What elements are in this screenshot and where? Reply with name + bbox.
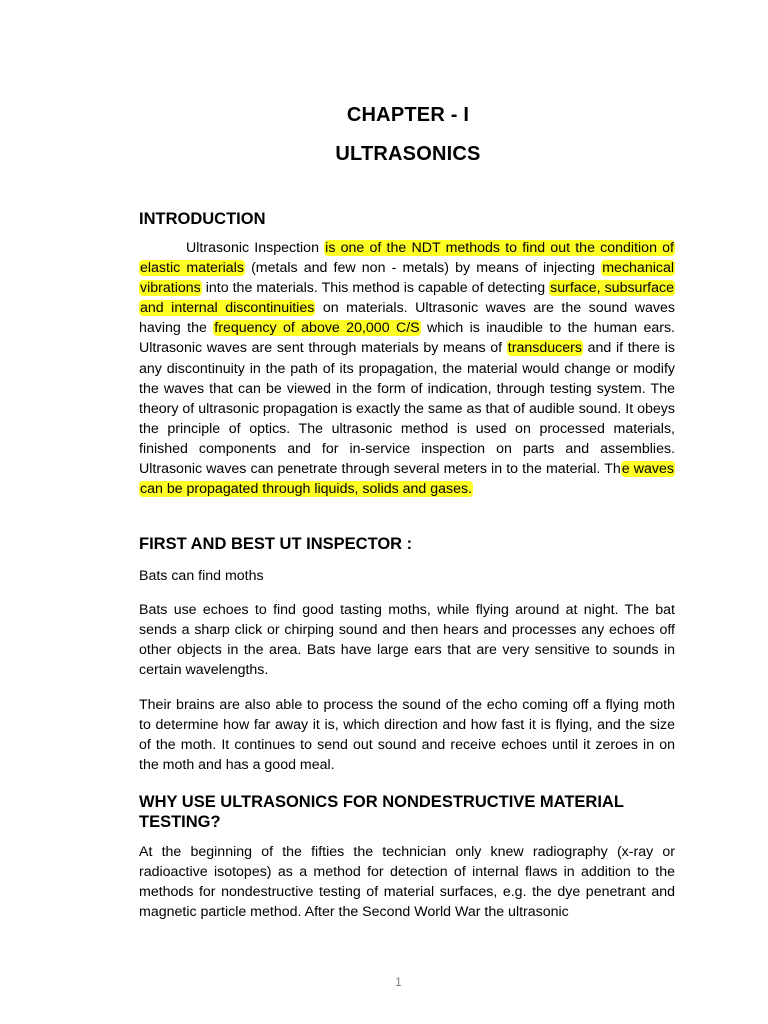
inspector-paragraph-2: Bats use echoes to find good tasting moths, while flying around at night. The bat sends a sharp click or chirping sound and then hears and processes any echoes off other objects in the area. Bats have large ears that are very sensitive to sounds in certain wavelengths.: [139, 602, 675, 679]
inspector-paragraph-1: Bats can find moths: [139, 568, 264, 584]
highlighted-text: frequency of above 20,000 C/S: [214, 320, 420, 337]
chapter-subtitle: ULTRASONICS: [335, 143, 481, 165]
paragraph-text: into the materials. This method is capable of detecting: [201, 280, 550, 297]
paragraph-text: (metals and few non - metals) by means of injecting: [244, 260, 602, 277]
introduction-heading: INTRODUCTION: [139, 210, 266, 228]
paragraph-text: on materials. Ultrasonic waves are the sound waves having the: [139, 300, 675, 337]
inspector-paragraph-3: Their brains are also able to process the sound of the echo coming off a flying moth to determine how far away it is, which direction and how fast it is flying, and the size of the moth. It continues to send out sound and receive echoes until it zeroes in on the moth and has a good meal.: [139, 697, 675, 774]
why-heading: WHY USE ULTRASONICS FOR NONDESTRUCTIVE MATERIAL TESTING?: [139, 793, 624, 831]
highlighted-text: is one of the NDT methods to find out the condition of elastic materials: [140, 240, 674, 277]
paragraph-text: and if there is any discontinuity in the path of its propagation, the material would change or modify the waves that can be viewed in the form of indication, through testing system. The theory of ultrasonic propagation is exactly the same as that of audible sound. It obeys the principle of optics. The ultrasonic method is used on processed materials, finished components and for in-service inspection on parts and assemblies. Ultrasonic waves can penetrate through several meters in to the material. Th: [139, 340, 675, 478]
inspector-heading: FIRST AND BEST UT INSPECTOR :: [139, 535, 413, 553]
why-paragraph-1: At the beginning of the fifties the technician only knew radiography (x-ray or radioactive isotopes) as a method for detection of internal flaws in addition to the methods for nondestructive testing of material surfaces, e.g. the dye penetrant and magnetic particle method. After the Second World War the ultrasonic: [139, 844, 675, 921]
highlighted-text: mechanical vibrations: [140, 260, 674, 297]
introduction-paragraph: [139, 238, 675, 499]
page-number: 1: [395, 977, 402, 989]
highlighted-text: transducers: [507, 340, 582, 357]
chapter-title: CHAPTER - I: [346, 104, 470, 126]
highlighted-text: e waves can be propagated through liquids, solids and gases.: [140, 461, 674, 498]
paragraph-text: Ultrasonic Inspection: [186, 240, 325, 256]
paragraph-text: which is inaudible to the human ears. Ultrasonic waves are sent through materials by means of: [139, 320, 675, 357]
highlighted-text: surface, subsurface and internal discontinuities: [140, 280, 674, 317]
